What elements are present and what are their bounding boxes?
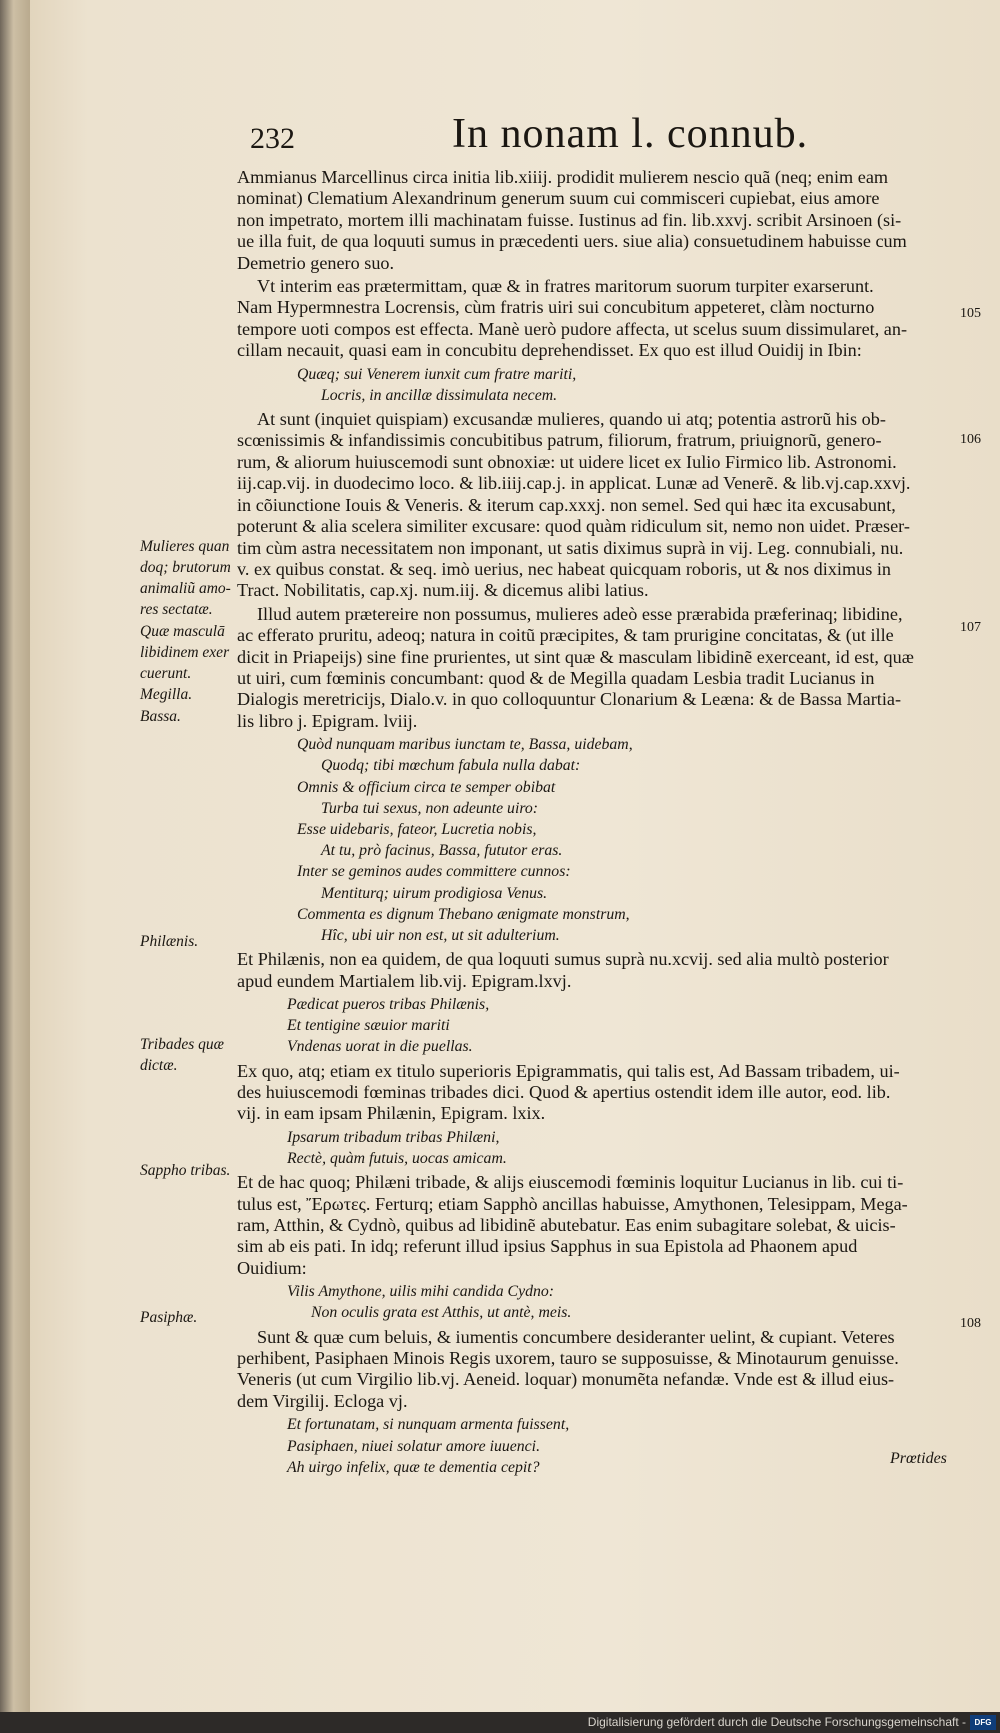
paragraph: At sunt (inquiet quispiam) excusandæ mulieres, quando ui atq; potentia astrorũ his ob- scœnissimis & infandissimis concubitibus patrum, filiorum, fratrum, priuignorũ, genero- rum, & aliorum huiuscemodi sunt obnoxiæ: ut uidere licet ex Iulio Firmico lib. Astronomi. iij.cap.vij. in duodecimo loco. & lib.iiij.cap.j. in applicat. Lunæ ad Venerẽ. & lib.vj.cap.xxvj. in cõiunctione Iouis & Veneris. & iterum cap.xxxj. non semel. Sed qui hæc ita excusabunt, poterunt & alia scelera similiter excusare: quod quàm ridiculum sit, nemo non uidet. Præser- tim cùm astra necessitatem non imponant, ut satis diximus suprà in vij. Leg. connubiali, nu. v. ex quibus constat. & seq. imò uerius, nec habeat quicquam roboris, ut & nos diximus in Tract. Nobilitatis, cap.xj. num.iij. & dicemus alibi latius. [237, 409, 911, 601]
margin-note-mulieres: Mulieres quan doq; brutorum animaliũ amo- res sectatæ. [140, 538, 231, 618]
paragraph: Sunt & quæ cum beluis, & iumentis concumbere desideranter uelint, & cupiant. Veteres perhibent, Pasiphaen Minois Regis uxorem, tauro se supposuisse, & Minotaurum genuisse. Veneris (ut cum Virgilio lib.vj. Aeneid. loquar) monumẽta nefandæ. Vnde est & illud eius- dem Virgilij. Ecloga vj. [237, 1326, 899, 1411]
paragraph: Ex quo, atq; etiam ex titulo superioris Epigrammatis, qui talis est, Ad Bassam tribadem, ui- des huiuscemodi fœminas tribades dici. Quod & apertius ostendit idem ille autor, eod. lib. vij. in eam ipsam Philænin, Epigram. lxix. [237, 1060, 900, 1124]
running-title: In nonam l. connub. [452, 111, 809, 157]
book-spine-edge [0, 0, 30, 1733]
margin-note-megilla: Megilla. [140, 686, 193, 703]
paragraph: Vt interim eas prætermittam, quæ & in fratres maritorum suorum turpiter exarserunt. Nam Hypermnestra Locrensis, cùm fratris uiri sui concubitum appeteret, clàm nocturno tempore uoti compos est effecta. Manè uerò pudore affecta, ut scelus suum dissimularet, an- cillam necauit, quasi eam in concubitu deprehendisset. Ex quo est illud Ouidij in Ibin: [237, 276, 908, 361]
margin-note-tribades: Tribades quæ dictæ. [140, 1036, 224, 1074]
catchword: Prœtides [890, 1450, 947, 1467]
paragraph: Ammianus Marcellinus circa initia lib.xiiij. prodidit mulierem nescio quã (neq; enim eam nominat) Clematium Alexandrinum generum suum cui commisceri cupiebat, eius amore non impetrato, mortem illi machinatam fuisse. Iustinus ad fin. lib.xxvj. scribit Arsinoen (si- ue illa fuit, de qua loquuti sumus in præcedenti uers. siue alia) consuetudinem habuisse cum Demetrio genero suo. [237, 167, 907, 273]
margin-note-pasiphae: Pasiphæ. [140, 1309, 198, 1326]
footer-credit: Digitalisierung gefördert durch die Deutsche Forschungsgemeinschaft - [587, 1715, 966, 1729]
page-header [30, 110, 1000, 170]
verse-quotation: Quòd nunquam maribus iunctam te, Bassa, uidebam, Quodq; tibi mœchum fabula nulla dabat: Omnis & officium circa te semper obibat Turba tui sexus, non adeunte uiro: Esse uidebaris, fateor, Lucretia nobis, At tu, prò facinus, Bassa, fututor eras. Inter se geminos audes committere cunnos: Mentiturq; uirum prodigiosa Venus. Commenta es dignum Thebano ænigmate monstrum, Hîc, ubi uir non est, ut sit adulterium. [297, 736, 633, 944]
dfg-logo: DFG [970, 1715, 996, 1730]
paragraph-number: 107 [960, 620, 981, 635]
paragraph-number: 106 [960, 432, 981, 447]
paragraph: Et de hac quoq; Philæni tribade, & alijs eiuscemodi fœminis loquitur Lucianus in lib. cui ti- tulus est, Ἔρωτες. Ferturq; etiam Sapphò ancillas habuisse, Amythonen, Telesippam, Mega- ram, Atthin, & Cydnò, quibus ad libidinẽ abutebatur. Eas enim subagitare solebat, & uicis- sim ab eis pati. In idq; referunt illud ipsius Sapphus in sua Epistola ad Phaonem apud Ouidium: [237, 1172, 908, 1278]
page-number: 232 [250, 122, 295, 155]
margin-note-quae-mascula: Quæ masculā libidinem exer cuerunt. [140, 623, 230, 682]
verse-quotation: Quæq; sui Venerem iunxit cum fratre mariti, Locris, in ancillæ dissimulata necem. [297, 365, 577, 404]
book-page [30, 0, 1000, 1712]
verse-quotation: Vilis Amythone, uilis mihi candida Cydno: Non oculis grata est Atthis, ut antè, meis. [287, 1283, 572, 1322]
verse-quotation: Et fortunatam, si nunquam armenta fuissent, Pasiphaen, niuei solatur amore iuuenci. Ah uirgo infelix, quæ te dementia cepit? [287, 1416, 570, 1476]
verse-quotation: Pædicat pueros tribas Philænis, Et tentigine sæuior mariti Vndenas uorat in die puellas. [287, 996, 490, 1056]
margin-note-bassa: Bassa. [140, 708, 181, 725]
main-text [237, 167, 989, 1481]
paragraph: Et Philænis, non ea quidem, de qua loquuti sumus suprà nu.xcvij. sed alia multò posterior apud eundem Martialem lib.vij. Epigram.lxvj. [237, 949, 889, 991]
paragraph-number: 105 [960, 306, 981, 321]
digitization-footer [0, 1712, 1000, 1733]
paragraph: Illud autem prætereire non possumus, mulieres adeò esse prærabida præferinaq; libidine, ac efferato pruritu, adeoq; natura in coitũ præcipites, & tam prurigine concitatas, & (ut ille dicit in Priapeijs) sine fine prurientes, ut sint quæ & masculam libidinẽ exerceant, id est, quæ ut uiri, cum fœminis concumbant: quod & de Megilla quadam Lesbia tradit Lucianus in Dialogis meretricijs, Dialo.v. in quo colloquuntur Clonarium & Leæna: & de Bassa Martia- lis libro j. Epigram. lviij. [237, 603, 914, 731]
margin-note-sappho: Sappho tribas. [140, 1162, 231, 1179]
paragraph-number: 108 [960, 1316, 981, 1331]
verse-quotation: Ipsarum tribadum tribas Philæni, Rectè, quàm futuis, uocas amicam. [287, 1128, 507, 1168]
margin-note-philaenis: Philænis. [140, 933, 199, 950]
